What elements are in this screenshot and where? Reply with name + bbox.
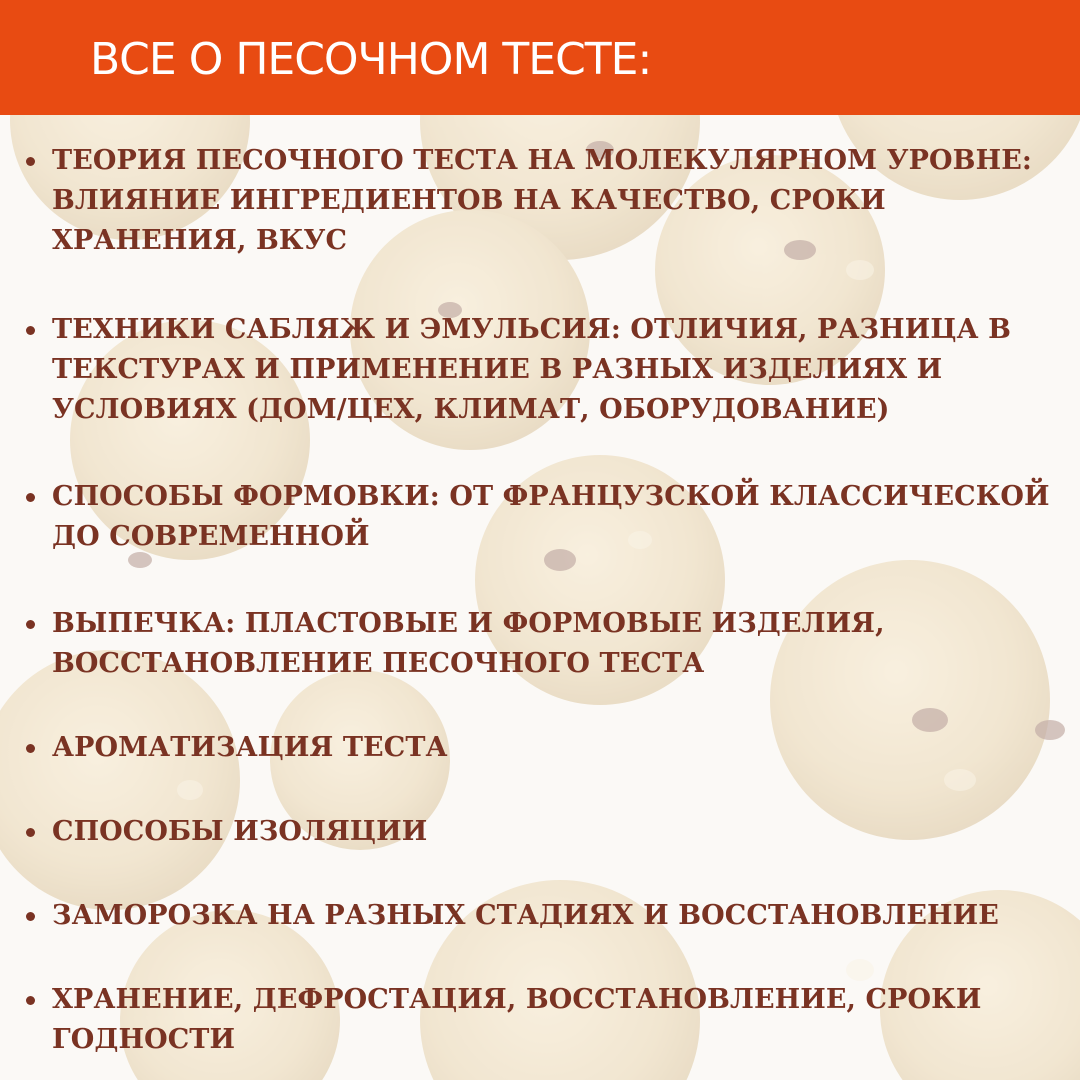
list-item-line: СПОСОБЫ ИЗОЛЯЦИИ (52, 816, 428, 847)
bullet-icon (26, 493, 35, 502)
list-item-line: ХРАНЕНИЕ, ДЕФРОСТАЦИЯ, ВОССТАНОВЛЕНИЕ, СРОКИ (52, 984, 982, 1015)
bullet-icon (26, 744, 35, 753)
list-item-line: АРОМАТИЗАЦИЯ ТЕСТА (52, 732, 448, 763)
list-item (26, 310, 1056, 430)
bullet-icon (26, 828, 35, 837)
list-item-line: СПОСОБЫ ФОРМОВКИ: ОТ ФРАНЦУЗСКОЙ КЛАССИЧЕСКОЙ (52, 481, 1050, 512)
list-item (26, 141, 1056, 261)
list-item (26, 728, 1056, 768)
list-item-line: ТЕХНИКИ САБЛЯЖ И ЭМУЛЬСИЯ: ОТЛИЧИЯ, РАЗНИЦА В (52, 314, 1012, 345)
bullet-icon (26, 996, 35, 1005)
list-item (26, 604, 1056, 684)
list-item (26, 812, 1056, 852)
list-item (26, 980, 1056, 1060)
list-item-line: ВЫПЕЧКА: ПЛАСТОВЫЕ И ФОРМОВЫЕ ИЗДЕЛИЯ, (52, 608, 885, 639)
list-item (26, 477, 1056, 557)
list-item-line: УСЛОВИЯХ (ДОМ/ЦЕХ, КЛИМАТ, ОБОРУДОВАНИЕ) (52, 394, 890, 425)
bullet-icon (26, 912, 35, 921)
list-item-line: ХРАНЕНИЯ, ВКУС (52, 225, 348, 256)
list-item-line: ГОДНОСТИ (52, 1024, 236, 1055)
bullet-icon (26, 157, 35, 166)
list-item-line: ТЕОРИЯ ПЕСОЧНОГО ТЕСТА НА МОЛЕКУЛЯРНОМ УРОВНЕ: (52, 145, 1032, 176)
list-item-line: ЗАМОРОЗКА НА РАЗНЫХ СТАДИЯХ И ВОССТАНОВЛЕНИЕ (52, 900, 999, 931)
list-item-line: ТЕКСТУРАХ И ПРИМЕНЕНИЕ В РАЗНЫХ ИЗДЕЛИЯХ И (52, 354, 943, 385)
list-item-line: ВОССТАНОВЛЕНИЕ ПЕСОЧНОГО ТЕСТА (52, 648, 705, 679)
list-item-line: ДО СОВРЕМЕННОЙ (52, 521, 370, 552)
bullet-icon (26, 620, 35, 629)
bullet-icon (26, 326, 35, 335)
page-title: ВСЕ О ПЕСОЧНОМ ТЕСТЕ: (90, 34, 652, 85)
list-item-line: ВЛИЯНИЕ ИНГРЕДИЕНТОВ НА КАЧЕСТВО, СРОКИ (52, 185, 886, 216)
list-item (26, 896, 1056, 936)
